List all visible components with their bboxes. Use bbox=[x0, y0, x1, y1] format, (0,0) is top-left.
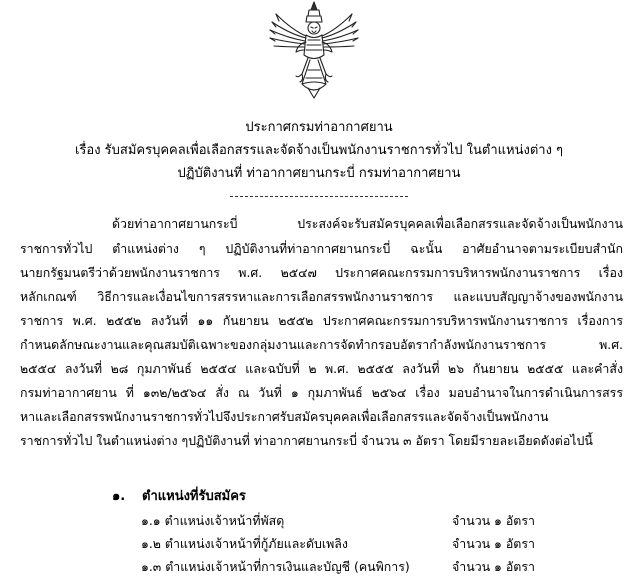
position-name: ๑.๓ ตำแหน่งเจ้าหน้าที่การเงินและบัญชี (คนพิการ) bbox=[141, 559, 410, 574]
body-paragraph-line: หาและเลือกสรรพนักงานราชการทั่วไปจึงประกาศรับสมัครบุคคลเพื่อเลือกสรรและจัดจ้างเป็นพนักงาน bbox=[20, 409, 549, 424]
section-heading bbox=[112, 486, 246, 508]
announcement-workplace: ปฏิบัติงานที่ ท่าอากาศยานกระบี่ กรมท่าอากาศยาน bbox=[177, 166, 461, 181]
position-count: จำนวน ๑ อัตรา bbox=[452, 513, 535, 528]
body-paragraph-line: ราชการทั่วไป ในตำแหน่งต่าง ๆปฏิบัติงานที่ ท่าอากาศยานกระบี่ จำนวน ๓ อัตรา โดยมีรายละเอียดดังต่อไปนี้ bbox=[20, 433, 593, 448]
body-paragraph-line: ด้วยท่าอากาศยานกระบี่ ประสงค์จะรับสมัครบุคคลเพื่อเลือกสรรและจัดจ้างเป็นพนักงาน bbox=[112, 216, 623, 231]
body-paragraph-line: ราชการทั่วไป ตำแหน่งต่าง ๆ ปฏิบัติงานที่ท่าอากาศยานกระบี่ ฉะนั้น อาศัยอำนาจตามระเบียบสำนัก bbox=[20, 241, 623, 256]
section-title: ตำแหน่งที่รับสมัคร bbox=[142, 489, 246, 504]
position-count: จำนวน ๑ อัตรา bbox=[452, 559, 535, 574]
body-paragraph-line: ๒๕๕๔ ลงวันที่ ๒๘ กุมภาพันธ์ ๒๕๕๔ และฉบับที่ ๒ พ.ศ. ๒๕๕๕ ลงวันที่ ๒๖ กันยายน ๒๕๕๕ และคำสั่ง bbox=[20, 361, 623, 376]
garuda-emblem-icon bbox=[262, 0, 366, 100]
dashed-divider bbox=[230, 196, 408, 197]
position-name: ๑.๑ ตำแหน่งเจ้าหน้าที่พัสดุ bbox=[141, 513, 285, 528]
body-paragraph-line: กรมท่าอากาศยาน ที่ ๑๓๒/๒๕๖๔ สั่ง ณ วันที่ ๑ กุมภาพันธ์ ๒๕๖๔ เรื่อง มอบอำนาจในการดำเนินการสรร bbox=[20, 385, 623, 400]
body-paragraph-line: ราชการ พ.ศ. ๒๕๕๒ ลงวันที่ ๑๑ กันยายน ๒๕๕๒ ประกาศคณะกรรมการบริหารพนักงานราชการ เรื่องการ bbox=[20, 313, 623, 328]
body-paragraph-line: หลักเกณฑ์ วิธีการและเงื่อนไขการสรรหาและการเลือกสรรพนักงานราชการ และแบบสัญญาจ้างของพนักงาน bbox=[20, 289, 623, 304]
position-count: จำนวน ๑ อัตรา bbox=[452, 536, 535, 551]
announcement-subject: เรื่อง รับสมัครบุคคลเพื่อเลือกสรรและจัดจ้างเป็นพนักงานราชการทั่วไป ในตำแหน่งต่าง ๆ bbox=[74, 143, 564, 158]
body-paragraph-line: กำหนดลักษณะงานและคุณสมบัติเฉพาะของกลุ่มงานและการจัดทำกรอบอัตรากำลังพนักงานราชการ พ.ศ. bbox=[20, 337, 623, 352]
body-paragraph-line: นายกรัฐมนตรีว่าด้วยพนักงานราชการ พ.ศ. ๒๕๔๗ ประกาศคณะกรรมการบริหารพนักงานราชการ เรื่อง bbox=[20, 265, 623, 280]
section-number: ๑. bbox=[112, 489, 126, 504]
announcement-title: ประกาศกรมท่าอากาศยาน bbox=[245, 120, 393, 135]
position-name: ๑.๒ ตำแหน่งเจ้าหน้าที่กู้ภัยและดับเพลิง bbox=[141, 536, 348, 551]
